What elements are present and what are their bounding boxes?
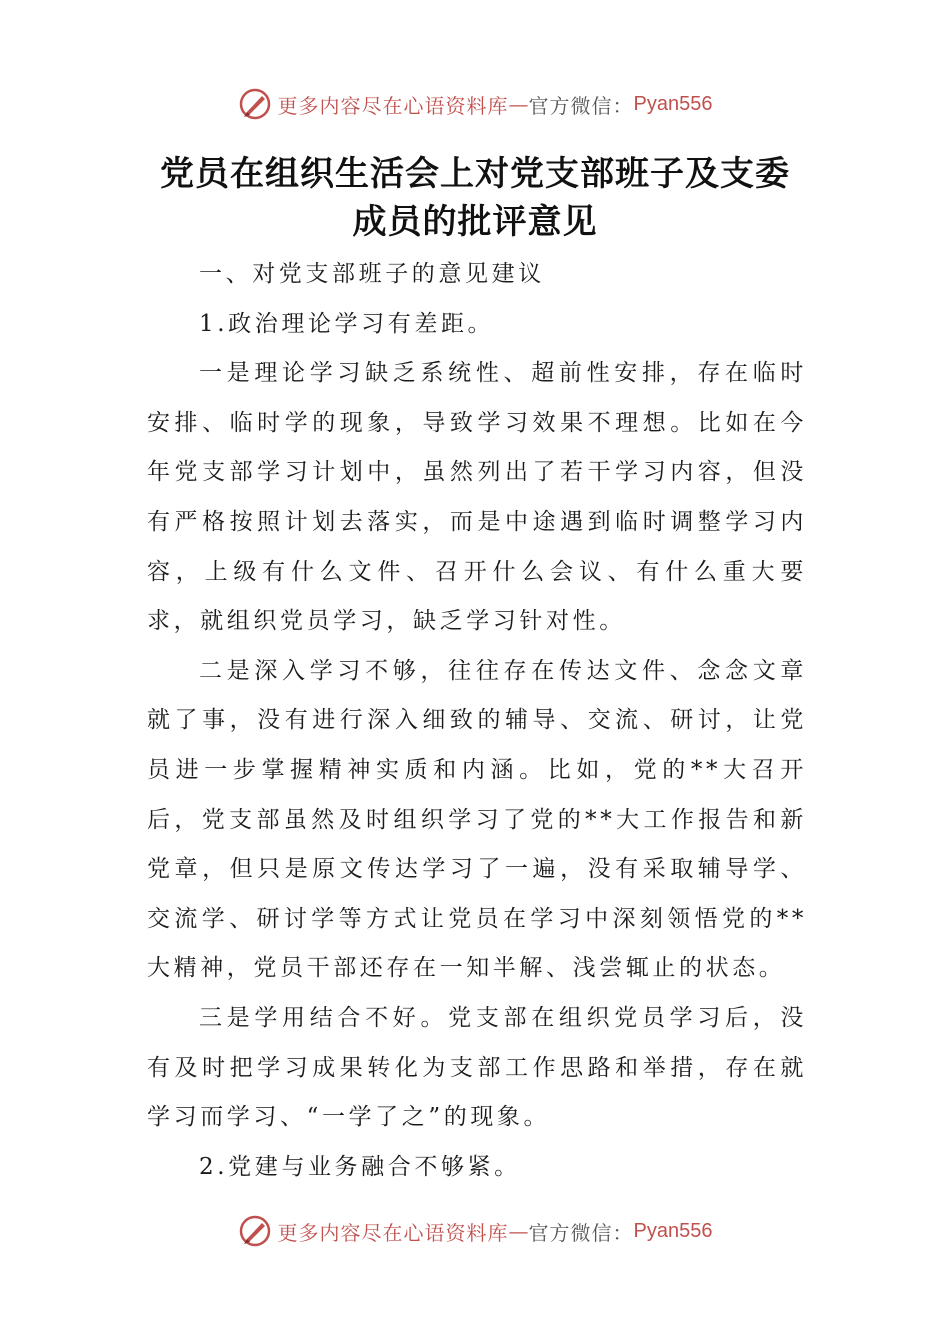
pen-logo-icon: [238, 87, 272, 121]
subsection-heading: 1.政治理论学习有差距。: [199, 310, 495, 337]
document-title-line-1: 党员在组织生活会上对党支部班子及支委: [160, 154, 790, 194]
body-paragraph: 三是学用结合不好。党支部在组织党员学习后，没有及时把学习成果转化为支部工作思路和举措，存在就学习而学习、“一学了之”的现象。: [147, 1004, 807, 1131]
body-paragraph: 二是深入学习不够，往往存在传达文件、念念文章就了事，没有进行深入细致的辅导、交流、研讨，让党员进一步掌握精神实质和内涵。比如，党的**大召开后，党支部虽然及时组织学习了党的**大工作报告和新党章，但只是原文传达学习了一遍，没有采取辅导学、交流学、研讨学等方式让党员在学习中深刻领悟党的**大精神，党员干部还存在一知半解、浅尝辄止的状态。: [147, 657, 807, 982]
subsection-heading: 2.党建与业务融合不够紧。: [199, 1153, 521, 1180]
banner-text: 更多内容尽在心语资料库: [277, 93, 509, 118]
banner-dash: —: [508, 92, 529, 116]
section-heading: 一、对党支部班子的意见建议: [199, 261, 545, 287]
header-watermark-banner: [0, 84, 950, 124]
banner-official-label: 官方微信：: [528, 93, 634, 118]
document-title-line-2: 成员的批评意见: [352, 202, 598, 242]
banner-official-label: 官方微信：: [528, 1220, 634, 1245]
banner-wechat-id: Pyan556: [633, 1219, 713, 1242]
banner-dash: —: [508, 1219, 529, 1243]
footer-watermark-banner: [0, 1211, 950, 1251]
pen-logo-icon: [238, 1214, 272, 1248]
banner-text: 更多内容尽在心语资料库: [277, 1220, 509, 1245]
body-paragraph: 一是理论学习缺乏系统性、超前性安排，存在临时安排、临时学的现象，导致学习效果不理想。比如在今年党支部学习计划中，虽然列出了若干学习内容，但没有严格按照计划去落实，而是中途遇到临时调整学习内容，上级有什么文件、召开什么会议、有什么重大要求，就组织党员学习，缺乏学习针对性。: [147, 360, 807, 635]
banner-wechat-id: Pyan556: [633, 92, 713, 115]
document-body: [147, 250, 807, 1192]
